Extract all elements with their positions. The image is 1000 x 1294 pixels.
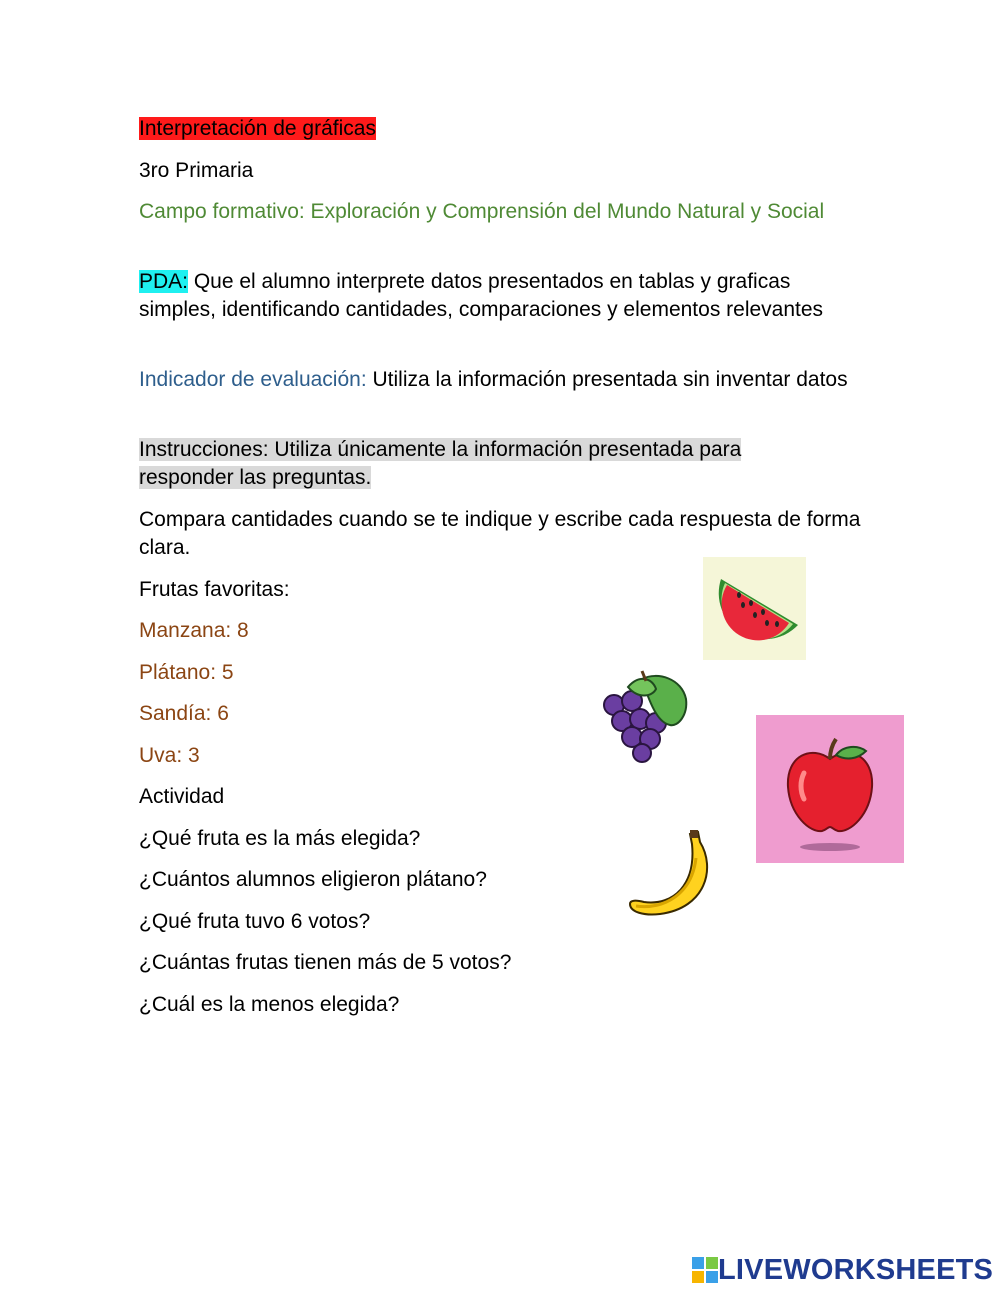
worksheet-title	[139, 115, 869, 143]
question-3: ¿Qué fruta tuvo 6 votos?	[139, 910, 371, 933]
fruit-item-sandia: Sandía: 6	[139, 702, 229, 725]
activity-heading: Actividad	[139, 785, 225, 808]
grade-label: 3ro Primaria	[139, 159, 254, 182]
watermelon-icon	[703, 557, 806, 660]
liveworksheets-logo	[692, 1252, 993, 1288]
pda-label: PDA:	[139, 270, 189, 293]
indicador-label: Indicador de evaluación:	[139, 368, 367, 391]
grapes-icon	[598, 667, 694, 763]
campo-formativo: Campo formativo: Exploración y Comprensión del Mundo Natural y Social	[139, 200, 825, 223]
banana-icon	[626, 828, 716, 918]
logo-blocks-icon	[692, 1257, 718, 1283]
fruit-item-uva: Uva: 3	[139, 744, 200, 767]
compare-paragraph: Compara cantidades cuando se te indique y escribe cada respuesta de forma clara.	[139, 508, 861, 559]
title-text: Interpretación de gráficas	[139, 117, 376, 140]
fruit-item-manzana: Manzana: 8	[139, 619, 249, 642]
question-4: ¿Cuántas frutas tienen más de 5 votos?	[139, 951, 512, 974]
question-5: ¿Cuál es la menos elegida?	[139, 993, 400, 1016]
apple-icon	[756, 715, 904, 863]
fruits-heading: Frutas favoritas:	[139, 578, 290, 601]
logo-text: LIVEWORKSHEETS	[718, 1253, 994, 1286]
pda-text: Que el alumno interprete datos presentados en tablas y graficas simples, identificando cantidades, comparaciones y elementos relevantes	[139, 270, 824, 321]
instructions-text: Instrucciones: Utiliza únicamente la información presentada para responder las preguntas.	[139, 438, 742, 489]
instructions-paragraph	[139, 436, 819, 492]
question-1: ¿Qué fruta es la más elegida?	[139, 827, 421, 850]
indicador-text: Utiliza la información presentada sin inventar datos	[366, 368, 848, 391]
question-2: ¿Cuántos alumnos eligieron plátano?	[139, 868, 487, 891]
pda-paragraph	[139, 268, 869, 324]
indicador-paragraph	[139, 366, 869, 394]
fruit-item-platano: Plátano: 5	[139, 661, 234, 684]
